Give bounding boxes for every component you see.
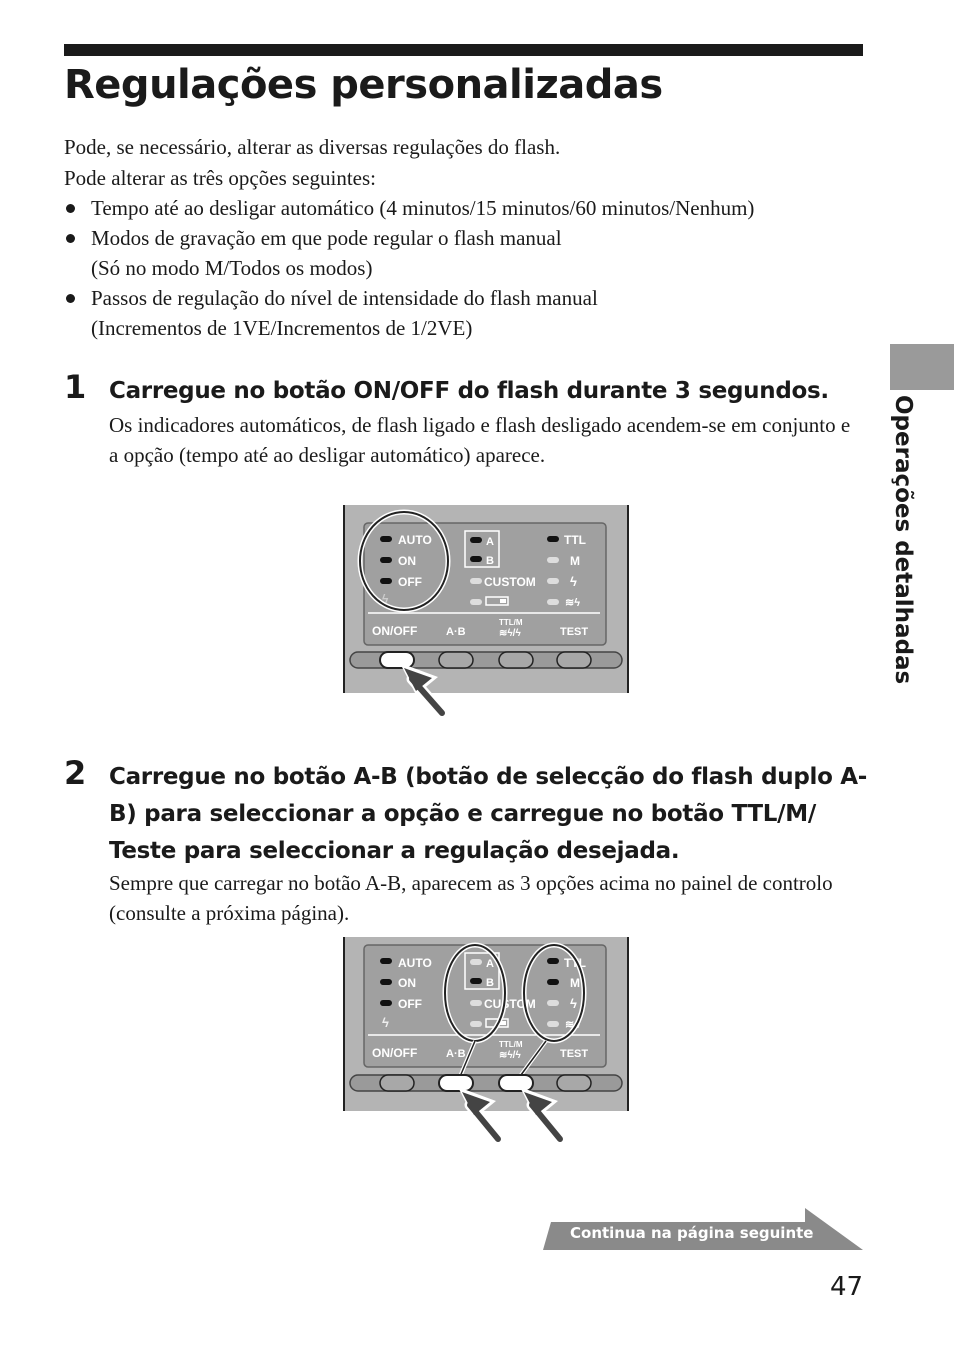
ttlm-label: TTL/M bbox=[499, 618, 523, 627]
onoff-button[interactable] bbox=[380, 1075, 414, 1091]
page-number: 47 bbox=[830, 1272, 864, 1302]
indicator-custom: CUSTOM bbox=[484, 997, 536, 1011]
flash-icon: ϟ bbox=[570, 574, 577, 589]
continue-label: Continua na página seguinte bbox=[570, 1224, 814, 1242]
ab-button[interactable] bbox=[439, 1075, 473, 1091]
indicator-a: A bbox=[486, 958, 494, 970]
list-item bbox=[64, 283, 754, 343]
step-description: Sempre que carregar no botão A-B, aparecem as 3 opções acima no painel de controlo (consulte a próxima página). bbox=[109, 871, 833, 925]
ab-button[interactable] bbox=[439, 652, 473, 668]
indicator-ttl: TTL bbox=[564, 533, 586, 547]
ab-label: A·B bbox=[446, 626, 466, 638]
indicator-m: M bbox=[570, 554, 580, 568]
bullet-subtext: (Incrementos de 1VE/Incrementos de 1/2VE) bbox=[91, 316, 473, 340]
onoff-button[interactable] bbox=[380, 652, 414, 668]
indicator-custom: CUSTOM bbox=[484, 575, 536, 589]
intro-line-2: Pode alterar as três opções seguintes: bbox=[64, 166, 376, 190]
ttlm-label: TTL/M bbox=[499, 1040, 523, 1049]
options-list bbox=[64, 193, 754, 343]
test-button[interactable] bbox=[557, 1075, 591, 1091]
test-label: TEST bbox=[560, 1048, 589, 1060]
test-label: TEST bbox=[560, 626, 589, 638]
list-item bbox=[64, 193, 754, 223]
bullet-text: Modos de gravação em que pode regular o flash manual bbox=[91, 226, 562, 250]
step-number: 1 bbox=[64, 368, 87, 406]
section-label: Operações detalhadas bbox=[890, 395, 916, 685]
indicator-a: A bbox=[486, 536, 494, 548]
flash-icon: ϟ bbox=[382, 1015, 389, 1030]
step-heading: Carregue no botão A-B (botão de selecção do flash duplo A-B) para seleccionar a opção e carregue no botão TTL/M/ Teste para seleccionar a regulação desejada. bbox=[109, 764, 868, 864]
control-panel-illustration bbox=[342, 505, 632, 725]
test-button[interactable] bbox=[557, 652, 591, 668]
indicator-off: OFF bbox=[398, 575, 422, 589]
intro-line-1: Pode, se necessário, alterar as diversas regulações do flash. bbox=[64, 135, 561, 159]
page-title: Regulações personalizadas bbox=[64, 62, 663, 108]
bullet-subtext: (Só no modo M/Todos os modos) bbox=[91, 256, 373, 280]
indicator-auto: AUTO bbox=[398, 533, 432, 547]
bullet-text: Tempo até ao desligar automático (4 minutos/15 minutos/60 minutos/Nenhum) bbox=[91, 196, 755, 220]
indicator-m: M bbox=[570, 976, 580, 990]
wireless-flash-icon: ≋ϟ bbox=[565, 1019, 581, 1031]
ttlm-button[interactable] bbox=[499, 652, 533, 668]
indicator-b: B bbox=[486, 555, 494, 567]
indicator-on: ON bbox=[398, 976, 416, 990]
onoff-label: ON/OFF bbox=[372, 624, 418, 638]
step-number: 2 bbox=[64, 754, 87, 792]
indicator-off: OFF bbox=[398, 997, 422, 1011]
flash-icon: ϟ bbox=[382, 592, 389, 606]
step-heading: Carregue no botão ON/OFF do flash durante 3 segundos. bbox=[109, 378, 829, 404]
wireless-flash-icon: ≋ϟ/ϟ bbox=[499, 628, 521, 639]
indicator-on: ON bbox=[398, 554, 416, 568]
wireless-flash-icon: ≋ϟ bbox=[565, 597, 581, 609]
list-item bbox=[64, 223, 754, 283]
wireless-flash-icon: ≋ϟ/ϟ bbox=[499, 1050, 521, 1061]
indicator-ttl: TTL bbox=[564, 956, 586, 970]
bullet-text: Passos de regulação do nível de intensidade do flash manual bbox=[91, 286, 598, 310]
section-tab bbox=[890, 344, 954, 390]
indicator-auto: AUTO bbox=[398, 956, 432, 970]
step-description: Os indicadores automáticos, de flash ligado e flash desligado acendem-se em conjunto e a opção (tempo até ao desligar automático) aparece. bbox=[109, 413, 851, 467]
flash-icon: ϟ bbox=[570, 996, 577, 1011]
ttlm-button[interactable] bbox=[499, 1075, 533, 1091]
indicator-b: B bbox=[486, 977, 494, 989]
top-rule bbox=[64, 44, 863, 56]
ab-label: A·B bbox=[446, 1048, 466, 1060]
onoff-label: ON/OFF bbox=[372, 1046, 418, 1060]
control-panel-illustration bbox=[342, 937, 632, 1149]
